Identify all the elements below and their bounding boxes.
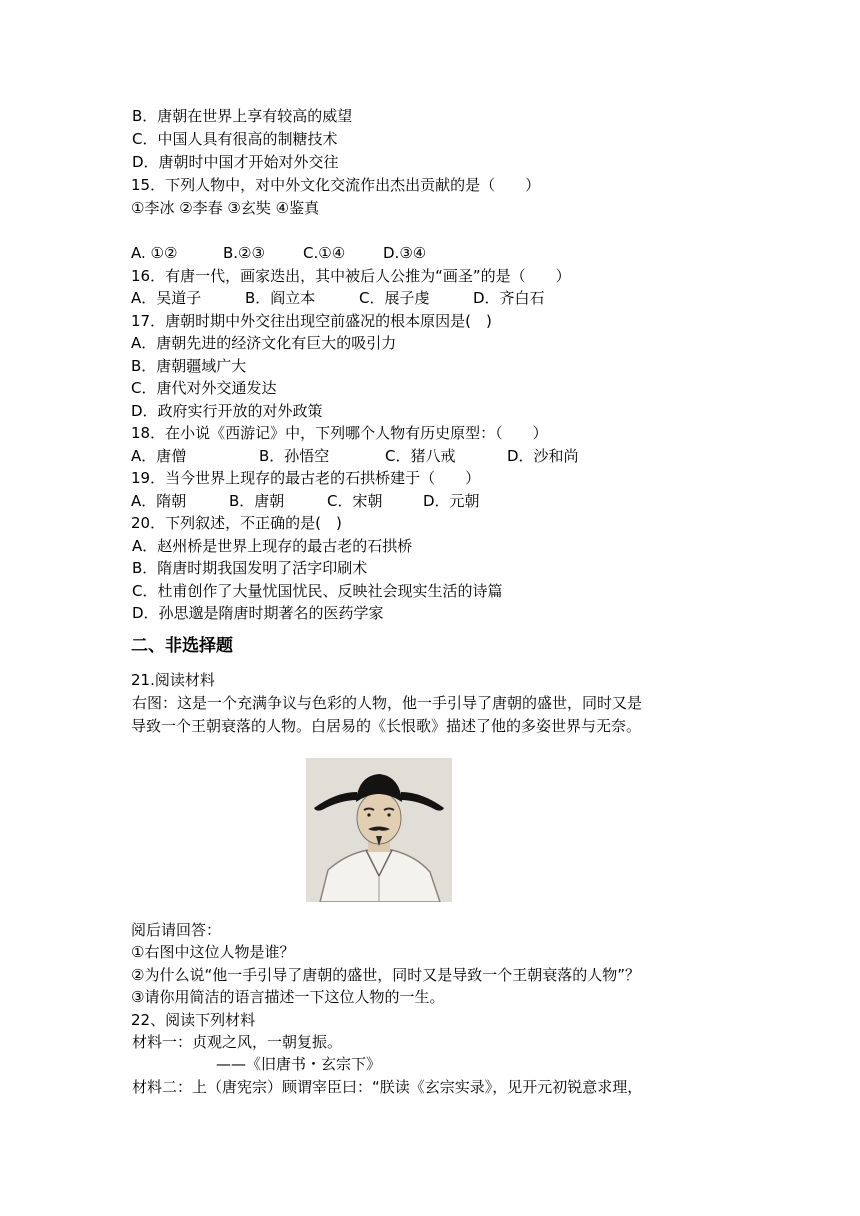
q18-option-b: B．孙悟空 (259, 447, 330, 465)
q15-option-a: A. ①② (131, 244, 178, 262)
q17-option-b: B．唐朝疆域广大 (131, 357, 247, 375)
q16-option-c: C．展子虔 (359, 289, 430, 307)
q21-title: 21.阅读材料 (131, 671, 215, 689)
tang-emperor-portrait-icon (306, 758, 452, 902)
q18-stem: 18．在小说《西游记》中，下列哪个人物有历史原型：（ ） (131, 424, 548, 442)
q15-options (131, 243, 426, 263)
q19-option-c: C．宋朝 (327, 492, 383, 510)
q17-stem: 17．唐朝时期中外交往出现空前盛况的根本原因是( ) (131, 312, 492, 330)
q15-choices: ①李冰 ②李春 ③玄奘 ④鉴真 (131, 199, 320, 217)
q16-option-b: B．阎立本 (245, 289, 316, 307)
q16-options (131, 288, 545, 308)
q21-question-3: ③请你用简洁的语言描述一下这位人物的一生。 (131, 988, 445, 1006)
q15-option-d: D.③④ (383, 244, 427, 262)
q22-material-1-source: ——《旧唐书・玄宗下》 (216, 1055, 382, 1073)
q21-prompt: 阅后请回答： (131, 921, 222, 939)
q17-option-c: C．唐代对外交通发达 (131, 379, 277, 397)
q19-stem: 19．当今世界上现存的最古老的石拱桥建于（ ） (131, 469, 481, 487)
q22-title: 22、阅读下列材料 (131, 1011, 256, 1029)
q22-material-2: 材料二：上（唐宪宗）顾谓宰臣曰：“朕读《玄宗实录》，见开元初锐意求理， (132, 1078, 643, 1096)
q20-option-b: B．隋唐时期我国发明了活字印刷术 (132, 559, 368, 577)
q20-option-d: D．孙思邈是隋唐时期著名的医药学家 (132, 604, 384, 622)
q21-question-1: ①右图中这位人物是谁？ (131, 943, 295, 961)
q16-option-d: D．齐白石 (473, 289, 545, 307)
q14-option-c: C．中国人具有很高的制糖技术 (132, 130, 338, 148)
q20-stem: 20．下列叙述，不正确的是( ) (131, 514, 342, 532)
q19-option-d: D．元朝 (423, 492, 480, 510)
q21-question-2: ②为什么说“他一手引导了唐朝的盛世，同时又是导致一个王朝衰落的人物”？ (131, 966, 640, 984)
q16-option-a: A．吴道子 (131, 289, 202, 307)
q15-stem: 15．下列人物中，对中外文化交流作出杰出贡献的是（ ） (131, 176, 541, 194)
q15-option-b: B.②③ (223, 244, 265, 262)
q19-option-a: A．隋朝 (131, 492, 187, 510)
q15-option-c: C.①④ (303, 244, 346, 262)
q16-stem: 16．有唐一代，画家迭出，其中被后人公推为“画圣”的是（ ） (131, 267, 571, 285)
q19-option-b: B．唐朝 (229, 492, 285, 510)
q20-option-c: C．杜甫创作了大量忧国忧民、反映社会现实生活的诗篇 (132, 582, 503, 600)
q14-option-d: D．唐朝时中国才开始对外交往 (132, 153, 339, 171)
section-title-nonchoice: 二、非选择题 (131, 636, 233, 656)
q18-option-c: C．猪八戒 (385, 447, 456, 465)
q14-option-b: B．唐朝在世界上享有较高的威望 (132, 107, 353, 125)
q17-option-d: D．政府实行开放的对外政策 (131, 402, 323, 420)
q18-option-d: D．沙和尚 (507, 447, 579, 465)
q17-option-a: A．唐朝先进的经济文化有巨大的吸引力 (131, 334, 397, 352)
q19-options (131, 491, 480, 511)
q21-material-line1: 右图：这是一个充满争议与色彩的人物，他一手引导了唐朝的盛世，同时又是 (132, 694, 643, 712)
q18-option-a: A．唐僧 (131, 447, 187, 465)
q22-material-1: 材料一：贞观之风，一朝复振。 (132, 1033, 343, 1051)
q18-options (131, 446, 579, 466)
q21-material-line2: 导致一个王朝衰落的人物。白居易的《长恨歌》描述了他的多姿世界与无奈。 (131, 717, 642, 735)
q20-option-a: A．赵州桥是世界上现存的最古老的石拱桥 (132, 537, 413, 555)
